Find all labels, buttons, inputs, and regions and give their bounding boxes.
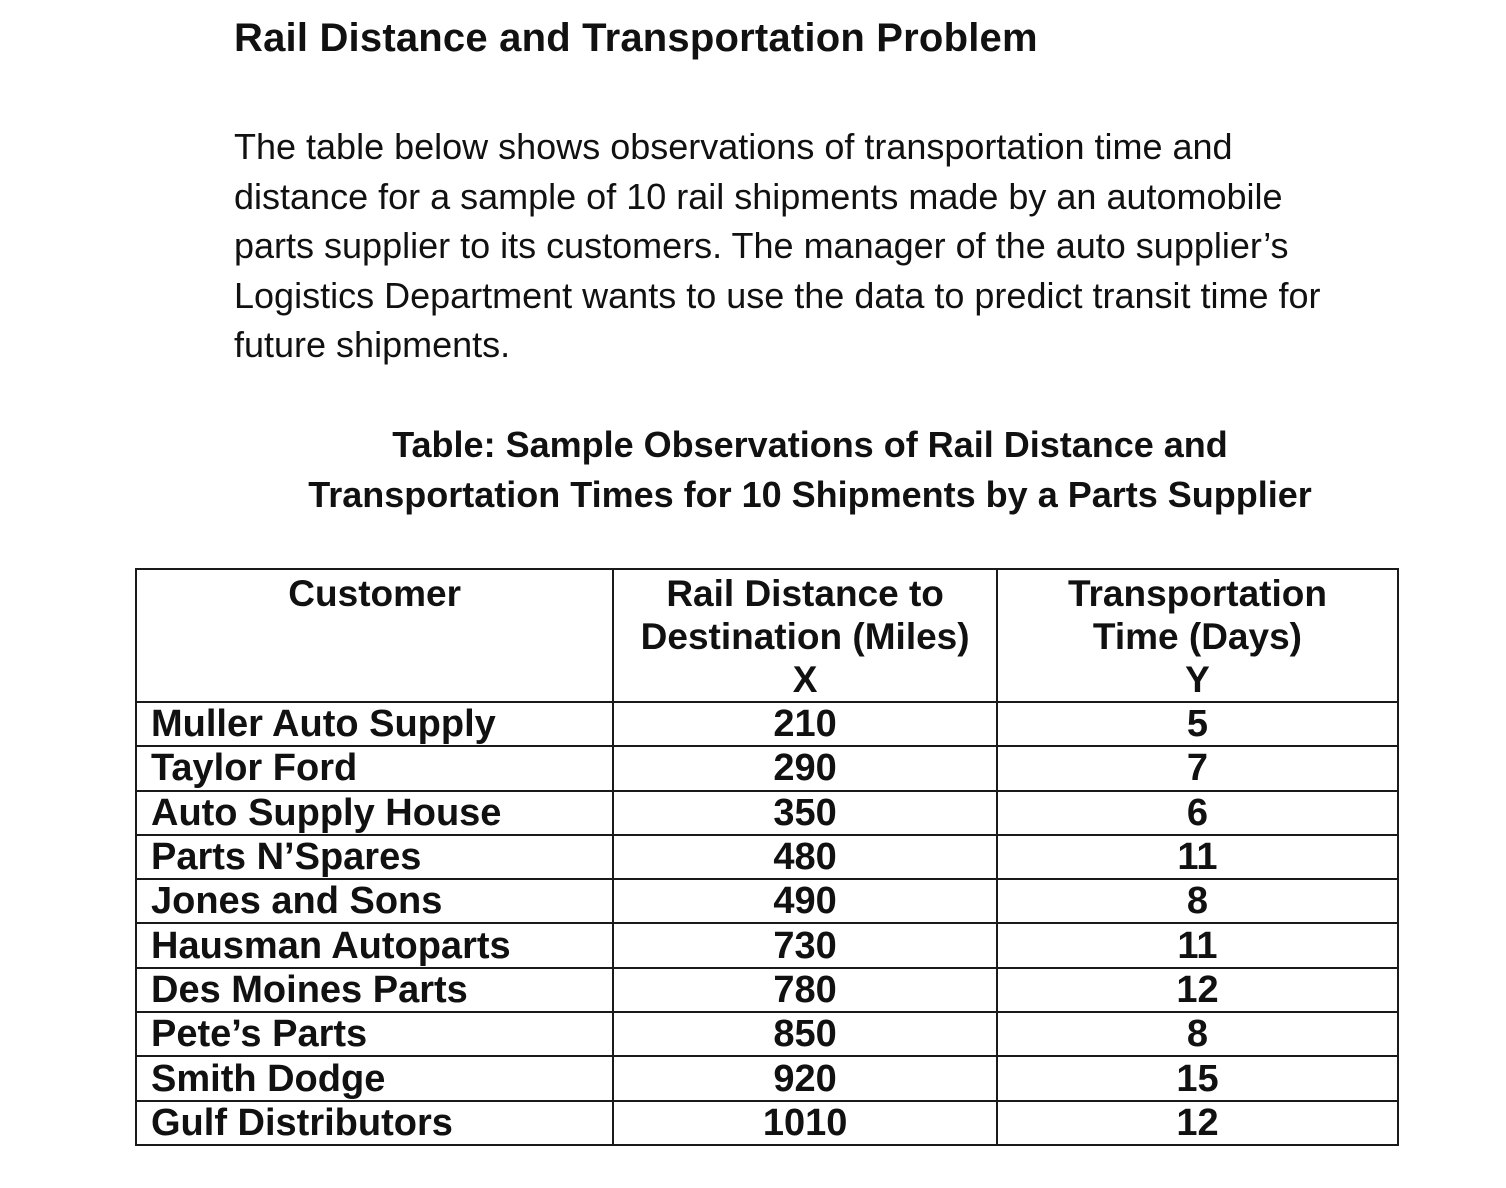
table-row xyxy=(136,968,1398,1012)
customer-cell: Pete’s Parts xyxy=(136,1012,613,1056)
intro-line: distance for a sample of 10 rail shipments made by an automobile xyxy=(234,175,1283,217)
intro-line: The table below shows observations of transportation time and xyxy=(234,126,1233,167)
header-line: Transportation xyxy=(1067,573,1327,614)
table-row xyxy=(136,1056,1398,1100)
document-title: Rail Distance and Transportation Problem xyxy=(234,16,1038,60)
customer-cell: Jones and Sons xyxy=(136,879,613,923)
time-cell: 15 xyxy=(997,1056,1398,1100)
header-line: Y xyxy=(1185,659,1210,700)
header-row xyxy=(136,569,1398,702)
table-row xyxy=(136,1012,1398,1056)
table-row xyxy=(136,835,1398,879)
customer-cell: Auto Supply House xyxy=(136,791,613,835)
time-cell: 6 xyxy=(997,791,1398,835)
table-row xyxy=(136,879,1398,923)
customer-cell: Gulf Distributors xyxy=(136,1101,613,1145)
table-caption xyxy=(200,420,1420,519)
time-cell: 11 xyxy=(997,835,1398,879)
distance-cell: 730 xyxy=(613,923,997,967)
time-cell: 5 xyxy=(997,702,1398,746)
intro-line: future shipments. xyxy=(234,324,511,366)
intro-line: Logistics Department wants to use the data to predict transit time for xyxy=(234,274,1321,316)
time-cell: 8 xyxy=(997,1012,1398,1056)
distance-cell: 210 xyxy=(613,702,997,746)
customer-cell: Smith Dodge xyxy=(136,1056,613,1100)
distance-cell: 290 xyxy=(613,746,997,790)
header-line: Rail Distance to xyxy=(666,573,944,614)
intro-paragraph xyxy=(234,122,1384,370)
distance-cell: 480 xyxy=(613,835,997,879)
customer-cell: Des Moines Parts xyxy=(136,968,613,1012)
customer-cell: Parts N’Spares xyxy=(136,835,613,879)
table-row xyxy=(136,923,1398,967)
distance-cell: 1010 xyxy=(613,1101,997,1145)
distance-cell: 780 xyxy=(613,968,997,1012)
customer-cell: Taylor Ford xyxy=(136,746,613,790)
table-row xyxy=(136,791,1398,835)
distance-cell: 920 xyxy=(613,1056,997,1100)
header-distance xyxy=(613,569,997,702)
customer-cell: Hausman Autoparts xyxy=(136,923,613,967)
time-cell: 7 xyxy=(997,746,1398,790)
header-time xyxy=(997,569,1398,702)
customer-cell: Muller Auto Supply xyxy=(136,702,613,746)
intro-line: parts supplier to its customers. The manager of the auto supplier’s xyxy=(234,225,1289,267)
header-customer xyxy=(136,569,613,702)
distance-cell: 490 xyxy=(613,879,997,923)
caption-line: Transportation Times for 10 Shipments by a Parts Supplier xyxy=(308,473,1312,515)
time-cell: 12 xyxy=(997,968,1398,1012)
header-line: X xyxy=(792,659,818,700)
time-cell: 11 xyxy=(997,923,1398,967)
observations-table xyxy=(135,568,1399,1146)
time-cell: 8 xyxy=(997,879,1398,923)
distance-cell: 350 xyxy=(613,791,997,835)
header-line: Time (Days) xyxy=(1092,616,1302,657)
table-row xyxy=(136,746,1398,790)
table-row xyxy=(136,702,1398,746)
table-row xyxy=(136,1101,1398,1145)
distance-cell: 850 xyxy=(613,1012,997,1056)
header-line: Customer xyxy=(288,573,461,614)
caption-line: Table: Sample Observations of Rail Distance and xyxy=(392,424,1228,465)
time-cell: 12 xyxy=(997,1101,1398,1145)
header-line: Destination (Miles) xyxy=(640,616,970,657)
